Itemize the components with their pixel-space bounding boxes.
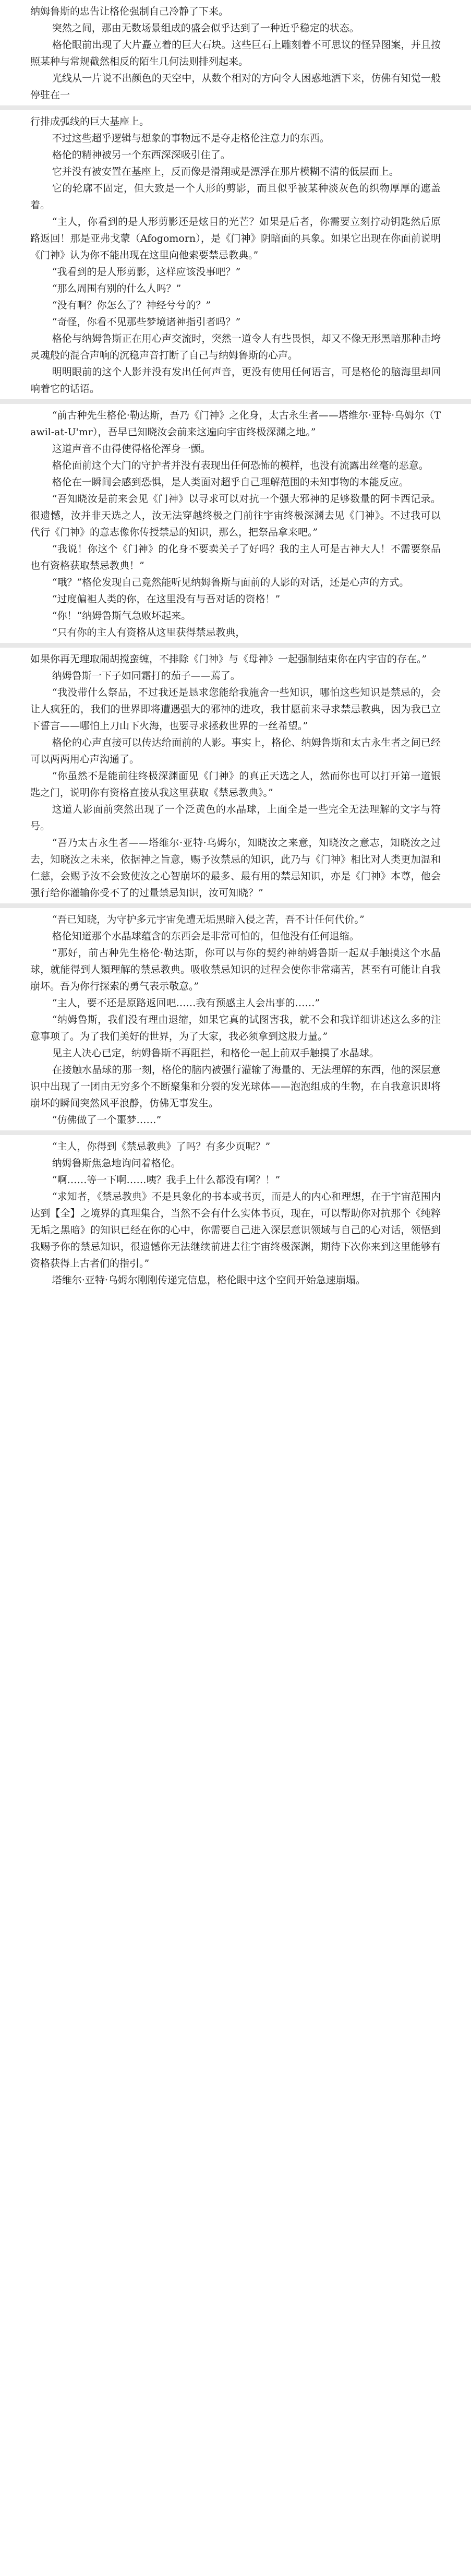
paragraph: “纳姆鲁斯，我们没有理由退缩，如果它真的试图害我，就不会和我详细讲述这么多的注意事项了。为了我们美好的世界，为了大家，我必须拿到这股力量。” — [30, 1014, 441, 1042]
paragraph: 这道人影面前突然出现了一个泛黄色的水晶球，上面全是一些完全无法理解的文字与符号。 — [30, 804, 441, 832]
paragraph: “哦？”格伦发现自己竟然能听见纳姆鲁斯与面前的人影的对话，还是心声的方式。 — [52, 577, 409, 588]
paragraph: “主人，要不还是原路返回吧……我有预感主人会出事的……” — [52, 997, 320, 1009]
page-panel — [0, 1130, 471, 1291]
page-panel — [0, 105, 471, 399]
paragraph: 格伦的精神被另一个东西深深吸引住了。 — [52, 149, 231, 161]
paragraph: 见主人决心已定，纳姆鲁斯不再阻拦，和格伦一起上前双手触摸了水晶球。 — [52, 1047, 379, 1059]
paragraph: 纳姆鲁斯焦急地询问着格伦。 — [52, 1158, 181, 1169]
page-panel — [0, 643, 471, 903]
paragraph: “主人，你得到《禁忌教典》了吗？有多少页呢？” — [52, 1141, 271, 1152]
page-panel — [0, 399, 471, 643]
paragraph: “那好，前古种先生格伦·勒达斯，你可以与你的契约神纳姆鲁斯一起双手触摸这个水晶球，就能得到人類理解的禁忌教典。吸收禁忌知识的过程会使你非常痛苦，甚至有可能让自我崩坏。吾为你行探索的勇气表示敬意。” — [30, 947, 441, 992]
paragraph: 如果你再无理取闹胡搅蛮缠，不排除《门神》与《母神》一起强制结束你在内宇宙的存在。” — [30, 653, 427, 665]
paragraph: “没有啊？你怎么了？神经兮兮的？” — [52, 300, 211, 311]
paragraph: 格伦与纳姆鲁斯正在用心声交流时，突然一道令人有些畏惧，却又不像无形黑暗那种击垮灵魂般的混合声响的沉稳声音打断了自己与纳姆鲁斯的心声。 — [30, 333, 441, 361]
paragraph: “吾知晓汝是前来会见《门神》以寻求可以对抗一个强大邪神的足够数量的阿卡西记录。很遗憾，汝并非天选之人，汝无法穿越终极之门前往宇宙终极深渊去见《门神》。不过我可以代行《门神》的意志像你传授禁忌的知识，那么，把祭品拿来吧。” — [30, 493, 441, 538]
paragraph: 不过这些超乎逻辑与想象的事物远不是夺走格伦注意力的东西。 — [52, 133, 330, 144]
paragraph: 格伦面前这个大门的守护者并没有表现出任何恐怖的模样，也没有流露出丝毫的恶意。 — [52, 460, 429, 471]
paragraph: 它并没有被安置在基座上，反而像是滑翔或是漂浮在那片模糊不清的低层面上。 — [52, 166, 399, 177]
paragraph: 纳姆鲁斯的忠告让格伦强制自己冷静了下来。 — [30, 6, 229, 17]
paragraph: 它的轮廓不固定，但大致是一个人形的剪影，而且似乎被某种淡灰色的织物厚厚的遮盖着。 — [30, 183, 441, 211]
paragraph: “我看到的是人形剪影，这样应该没事吧？” — [52, 266, 241, 278]
paragraph: “前古种先生格伦·勒达斯，吾乃《门神》之化身，太古永生者——塔维尔·亚特·乌姆尔（Tawil-at-U'mr），吾早已知晓汝会前来这遍向宇宙终极深渊之地。” — [30, 410, 441, 438]
paragraph: “吾乃太古永生者——塔维尔·亚特·乌姆尔，知晓汝之来意，知晓汝之意志，知晓汝之过去，知晓汝之未来，依据神之旨意，赐予汝禁忌的知识，此乃与《门神》相比对人类更加温和仁慈，会赐予汝不会致使汝之心智崩坏的最多、最有用的禁忌知识，亦是《门神》本尊，他会强行给你灌输你受不了的过量禁忌知识，汝可知晓？” — [30, 837, 441, 899]
paragraph: 格伦的心声直接可以传达给面前的人影。事实上，格伦、纳姆鲁斯和太古永生者之间已经可以两两用心声沟通了。 — [30, 737, 441, 765]
paragraph: 格伦知道那个水晶球蕴含的东西会是非常可怕的，但他没有任何退缩。 — [52, 931, 359, 942]
paragraph: “主人，你看到的是人形剪影还是炫目的光芒？如果是后者，你需要立刻拧动钥匙然后原路返回！那是亚弗戈蒙（Afogomorn），是《门神》阴暗面的具象。如果它出现在你面前说明《门神》认为你不能出现在这里向他索要禁忌教典。” — [30, 216, 441, 261]
paragraph: “过度偏袒人类的你，在这里没有与吾对话的资格！” — [52, 593, 281, 605]
paragraph: “啊……等一下啊……咦？我手上什么都没有啊？！” — [52, 1174, 281, 1186]
paragraph: “吾已知晓，为守护多元宇宙免遭无垢黑暗入侵之苦，吾不计任何代价。” — [52, 914, 365, 925]
paragraph: 塔维尔·亚特·乌姆尔刚刚传递完信息，格伦眼中这个空间开始急速崩塌。 — [52, 1274, 366, 1286]
paragraph: 在接触水晶球的那一刻，格伦的脑内被强行灌输了海量的、无法理解的东西，他的深层意识中出现了一团由无穷多个不断聚集和分裂的发光球体——泡泡组成的生物，在自我意识即将崩坏的瞬间突然风平浪静，仿佛无事发生。 — [30, 1064, 441, 1109]
page-panel — [0, 0, 471, 105]
paragraph: 明明眼前的这个人影并没有发出任何声音，更没有使用任何语言，可是格伦的脑海里却回响着它的话语。 — [30, 366, 441, 395]
page-panel — [0, 903, 471, 1130]
paragraph: “求知者，《禁忌教典》不是具象化的书本或书页，而是人的内心和理想，在于宇宙范围内达到【全】之境界的真理集合，当然不会有什么实体书页，现在，可以帮助你对抗那个《纯粹无垢之黑暗》的知识已经在你的心中，你需要自己进入深层意识领域与自己的心对话，领悟到我赐予你的禁忌知识，很遗憾你无法继续前进去往宇宙终极深渊，期待下次你来到这里能够有资格获得上古者们的指引。” — [30, 1191, 441, 1269]
paragraph: “我没带什么祭品，不过我还是恳求您能给我施舍一些知识，哪怕这些知识是禁忌的，会让人疯狂的，我们的世界即将遭遇强大的邪神的进攻，我甘愿前来寻求禁忌教典，因为我已立下誓言——哪怕上刀山下火海，也要寻求拯救世界的一丝希望。” — [30, 687, 441, 732]
paragraph: 这道声音不由得使得格伦浑身一颤。 — [52, 443, 211, 455]
paragraph: “你虽然不是能前往终极深渊面见《门神》的真正天选之人，然而你也可以打开第一道银匙之门，说明你有资格直接从我这里获取《禁忌教典》。” — [30, 770, 441, 798]
paragraph: “仿佛做了一个噩梦……” — [52, 1114, 162, 1126]
paragraph: “你！”纳姆鲁斯气急败坏起来。 — [52, 610, 191, 622]
paragraph: “只有你的主人有资格从这里获得禁忌教典， — [52, 627, 246, 638]
paragraph: 光线从一片说不出颜色的天空中，从数个相对的方向令人困惑地洒下来，仿佛有知觉一般停驻在一 — [30, 73, 441, 101]
paragraph: 行排成弧线的巨大基座上。 — [30, 116, 150, 127]
paragraph: “那么周围有别的什么人吗？” — [52, 283, 182, 294]
paragraph: 格伦在一瞬间会感到恐惧，是人类面对超乎自己理解范围的未知事物的本能反应。 — [52, 476, 409, 488]
paragraph: 格伦眼前出现了大片矗立着的巨大石块。这些巨石上雕刻着不可思议的怪异图案，并且按照某种与常规截然相反的陌生几何法则排列起来。 — [30, 39, 441, 67]
paragraph: “我说！你这个《门神》的化身不要卖关子了好吗？我的主人可是古神大人！不需要祭品也有资格获取禁忌教典！” — [30, 543, 441, 571]
paragraph: “奇怪，你看不见那些梦境诸神指引者吗？” — [52, 316, 241, 328]
paragraph: 突然之间，那由无数场景组成的盛会似乎达到了一种近乎稳定的状态。 — [52, 22, 359, 34]
paragraph: 纳姆鲁斯一下子如同霜打的茄子——蔫了。 — [52, 670, 240, 682]
